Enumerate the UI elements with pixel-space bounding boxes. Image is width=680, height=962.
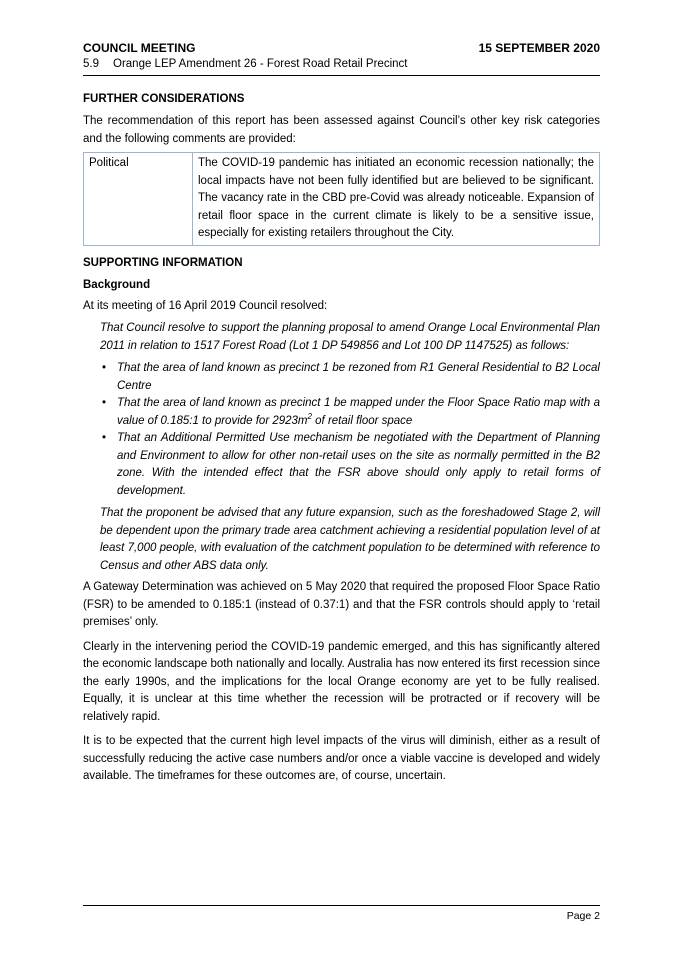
meeting-date: 15 SEPTEMBER 2020 — [478, 41, 600, 55]
page-number: Page 2 — [566, 910, 600, 922]
resolution-intro: That Council resolve to support the planning proposal to amend Orange Local Environmental Plan 2011 in relation to 1517 Forest Road (Lot 1 DP 549856 and Lot 100 DP 1147525) as follows: — [100, 322, 600, 352]
running-header — [83, 40, 600, 56]
supporting-information-heading: SUPPORTING INFORMATION — [83, 256, 243, 269]
resolved-text: At its meeting of 16 April 2019 Council resolved: — [83, 299, 328, 312]
further-considerations-heading: FURTHER CONSIDERATIONS — [83, 93, 245, 105]
item-header — [83, 56, 600, 76]
risk-category: Political — [84, 153, 193, 246]
outlook-paragraph: It is to be expected that the current high level impacts of the virus will diminish, either as a result of successfully reducing the active case numbers and/or once a viable vaccine is developed and widely available. The timeframes for these outcomes are, of course, uncertain. — [83, 735, 600, 782]
item-title: Orange LEP Amendment 26 - Forest Road Retail Precinct — [113, 58, 408, 70]
page-footer — [83, 905, 600, 923]
document-page — [83, 40, 600, 786]
meeting-title: COUNCIL MEETING — [83, 41, 196, 55]
list-item: • That the area of land known as precinct 1 be mapped under the Floor Space Ratio map with a value of 0.185:1 to provide for $2923m^2$ of retail floor space — [100, 395, 600, 430]
gateway-paragraph: A Gateway Determination was achieved on 5 May 2020 that required the proposed Floor Space Ratio (FSR) to be amended to 0.185:1 (instead of 0.37:1) and that the FSR controls should apply to ‘retail premises’ only. — [83, 581, 600, 628]
covid-paragraph: Clearly in the intervening period the COVID-19 pandemic emerged, and this has significantly altered the economic landscape both nationally and locally. Australia has now entered its first recession since the early 1990s, and the implications for the local Orange economy are yet to be fully realised. Equally, it is unclear at this time whether the recession will be protracted or if recovery will be relatively rapid. — [83, 640, 600, 723]
background-heading: Background — [83, 278, 151, 291]
item-number: 5.9 — [83, 58, 99, 70]
resolution-outro: That the proponent be advised that any future expansion, such as the foreshadowed Stage 2, will be dependent upon the primary trade area catchment achieving a residential population level of at least 7,000 people, with evaluation of the catchment population to be determined with reference to Census and other ABS data only. — [100, 507, 600, 572]
list-item: • That an Additional Permitted Use mechanism be negotiated with the Department of Planning and Environment to allow for other non-retail uses on the site as normally permitted in the B2 zone. With the intended effect that the FSR above should only apply to retail forms of development. — [100, 430, 600, 500]
resolution-list — [100, 360, 600, 500]
council-resolution — [100, 320, 600, 575]
risk-table — [83, 152, 600, 246]
further-intro: The recommendation of this report has been assessed against Council’s other key risk categories and the following comments are provided: — [83, 115, 600, 145]
list-item: • That the area of land known as precinct 1 be rezoned from R1 General Residential to B2 Local Centre — [100, 360, 600, 395]
risk-comment: The COVID-19 pandemic has initiated an economic recession nationally; the local impacts have not been fully identified but are believed to be significant. The vacancy rate in the CBD pre-Covid was already noticeable. Expansion of retail floor space in the current climate is likely to be a sensitive issue, especially for existing retailers throughout the City. — [193, 153, 600, 246]
table-row — [84, 153, 600, 246]
